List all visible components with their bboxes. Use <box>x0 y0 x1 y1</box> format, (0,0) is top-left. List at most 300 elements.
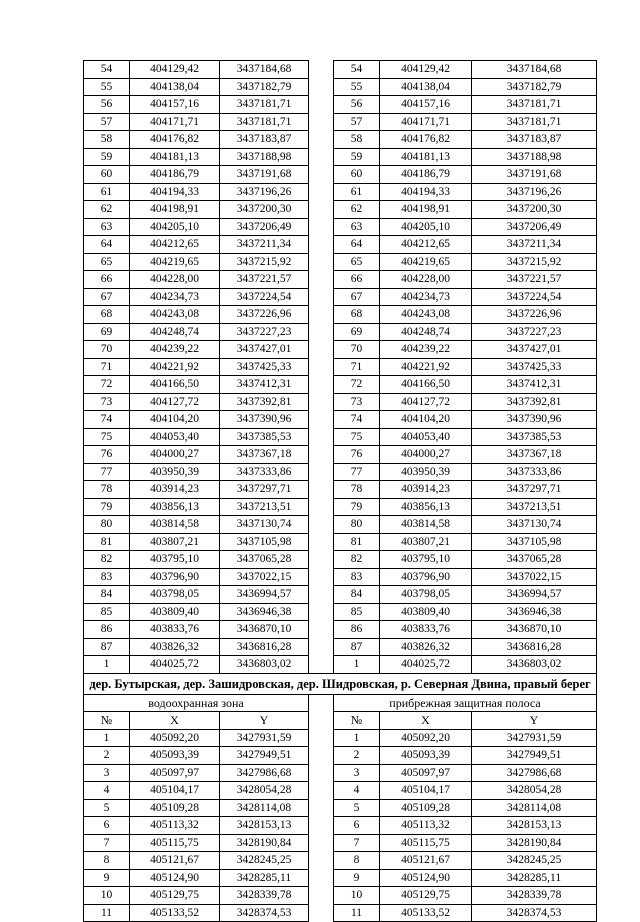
gap-cell <box>309 236 334 254</box>
coord-y-right: 3437182,79 <box>472 78 597 96</box>
coord-x-right: 404127,72 <box>380 393 472 411</box>
gap-cell <box>309 323 334 341</box>
point-number-right: 77 <box>334 463 380 481</box>
table-row <box>84 586 597 604</box>
point-number-left: 54 <box>84 61 130 79</box>
gap-cell <box>309 694 334 712</box>
coord-y-right: 3437181,71 <box>472 113 597 131</box>
coord-x-left: 405093,39 <box>130 747 220 765</box>
gap-cell <box>309 887 334 905</box>
point-number-left: 57 <box>84 113 130 131</box>
point-number-left: 86 <box>84 621 130 639</box>
coord-y-left: 3436816,28 <box>220 638 309 656</box>
coord-x-left: 404186,79 <box>130 166 220 184</box>
coord-x-right: 404176,82 <box>380 131 472 149</box>
coord-y-left: 3437221,57 <box>220 271 309 289</box>
gap-cell <box>309 78 334 96</box>
point-number-left: 66 <box>84 271 130 289</box>
point-number-left: 63 <box>84 218 130 236</box>
point-number-right: 57 <box>334 113 380 131</box>
point-number-right: 84 <box>334 586 380 604</box>
coord-y-left: 3437227,23 <box>220 323 309 341</box>
point-number-right: 1 <box>334 656 380 674</box>
coord-x-right: 404221,92 <box>380 358 472 376</box>
gap-cell <box>309 817 334 835</box>
header-number-right: № <box>334 712 380 730</box>
coord-x-right: 404000,27 <box>380 446 472 464</box>
coord-y-right: 3437390,96 <box>472 411 597 429</box>
coord-y-left: 3437105,98 <box>220 533 309 551</box>
coord-x-left: 404166,50 <box>130 376 220 394</box>
point-number-right: 2 <box>334 747 380 765</box>
coord-y-right: 3437425,33 <box>472 358 597 376</box>
gap-cell <box>309 656 334 674</box>
coord-y-right: 3437191,68 <box>472 166 597 184</box>
point-number-left: 75 <box>84 428 130 446</box>
point-number-left: 4 <box>84 782 130 800</box>
coord-x-left: 404104,20 <box>130 411 220 429</box>
coord-y-right: 3436816,28 <box>472 638 597 656</box>
point-number-left: 70 <box>84 341 130 359</box>
table-row <box>84 61 597 79</box>
coord-x-left: 404205,10 <box>130 218 220 236</box>
coord-x-right: 403856,13 <box>380 498 472 516</box>
coord-x-left: 405109,28 <box>130 799 220 817</box>
gap-cell <box>309 834 334 852</box>
coord-y-right: 3437211,34 <box>472 236 597 254</box>
point-number-left: 8 <box>84 852 130 870</box>
coord-x-left: 403814,58 <box>130 516 220 534</box>
gap-cell <box>309 218 334 236</box>
table-row <box>84 516 597 534</box>
coord-y-right: 3436946,38 <box>472 603 597 621</box>
coord-y-left: 3437130,74 <box>220 516 309 534</box>
coord-x-left: 404243,08 <box>130 306 220 324</box>
point-number-left: 73 <box>84 393 130 411</box>
coord-y-right: 3437226,96 <box>472 306 597 324</box>
coord-x-right: 405104,17 <box>380 782 472 800</box>
coord-y-right: 3437221,57 <box>472 271 597 289</box>
coord-x-right: 404166,50 <box>380 376 472 394</box>
coord-x-right: 404212,65 <box>380 236 472 254</box>
point-number-left: 85 <box>84 603 130 621</box>
gap-cell <box>309 603 334 621</box>
point-number-right: 76 <box>334 446 380 464</box>
coord-x-left: 405113,32 <box>130 817 220 835</box>
coord-x-left: 403798,05 <box>130 586 220 604</box>
coord-x-right: 404234,73 <box>380 288 472 306</box>
table-row <box>84 376 597 394</box>
coord-y-right: 3437215,92 <box>472 253 597 271</box>
table-row <box>84 288 597 306</box>
table-row <box>84 869 597 887</box>
point-number-left: 72 <box>84 376 130 394</box>
point-number-right: 1 <box>334 729 380 747</box>
coord-y-right: 3437333,86 <box>472 463 597 481</box>
coord-y-left: 3437181,71 <box>220 113 309 131</box>
coord-y-left: 3427986,68 <box>220 764 309 782</box>
coord-y-left: 3437297,71 <box>220 481 309 499</box>
coord-y-right: 3428339,78 <box>472 887 597 905</box>
table-row <box>84 201 597 219</box>
gap-cell <box>309 904 334 922</box>
table-row <box>84 96 597 114</box>
coord-x-left: 404053,40 <box>130 428 220 446</box>
point-number-right: 80 <box>334 516 380 534</box>
coord-y-right: 3437367,18 <box>472 446 597 464</box>
point-number-left: 5 <box>84 799 130 817</box>
coord-x-left: 405092,20 <box>130 729 220 747</box>
coord-y-right: 3428374,53 <box>472 904 597 922</box>
zone-water-protection: водоохранная зона <box>84 694 309 712</box>
point-number-right: 54 <box>334 61 380 79</box>
coord-x-left: 403950,39 <box>130 463 220 481</box>
coord-x-right: 404194,33 <box>380 183 472 201</box>
gap-cell <box>309 729 334 747</box>
coord-x-right: 404239,22 <box>380 341 472 359</box>
coord-y-right: 3437183,87 <box>472 131 597 149</box>
coord-x-right: 404198,91 <box>380 201 472 219</box>
coord-y-left: 3437215,92 <box>220 253 309 271</box>
coord-x-right: 403833,76 <box>380 621 472 639</box>
point-number-left: 3 <box>84 764 130 782</box>
table-row <box>84 747 597 765</box>
coord-y-left: 3437200,30 <box>220 201 309 219</box>
coord-y-left: 3436946,38 <box>220 603 309 621</box>
point-number-right: 11 <box>334 904 380 922</box>
point-number-right: 3 <box>334 764 380 782</box>
coord-x-right: 403950,39 <box>380 463 472 481</box>
coord-x-right: 405113,32 <box>380 817 472 835</box>
table-row <box>84 551 597 569</box>
point-number-left: 59 <box>84 148 130 166</box>
coord-x-left: 404219,65 <box>130 253 220 271</box>
point-number-right: 66 <box>334 271 380 289</box>
coord-x-left: 403833,76 <box>130 621 220 639</box>
point-number-left: 78 <box>84 481 130 499</box>
coord-x-left: 404127,72 <box>130 393 220 411</box>
coord-x-right: 404171,71 <box>380 113 472 131</box>
coord-y-left: 3437183,87 <box>220 131 309 149</box>
header-number-left: № <box>84 712 130 730</box>
table-row <box>84 817 597 835</box>
gap-cell <box>309 463 334 481</box>
point-number-left: 10 <box>84 887 130 905</box>
point-number-right: 55 <box>334 78 380 96</box>
point-number-left: 80 <box>84 516 130 534</box>
point-number-left: 60 <box>84 166 130 184</box>
coord-x-right: 405133,52 <box>380 904 472 922</box>
coord-y-right: 3437385,53 <box>472 428 597 446</box>
gap-cell <box>309 621 334 639</box>
zone-coastal-strip: прибрежная защитная полоса <box>334 694 597 712</box>
point-number-left: 67 <box>84 288 130 306</box>
coord-y-left: 3437385,53 <box>220 428 309 446</box>
gap-cell <box>309 533 334 551</box>
table-row <box>84 358 597 376</box>
coord-x-left: 404248,74 <box>130 323 220 341</box>
gap-cell <box>309 747 334 765</box>
coord-y-left: 3437367,18 <box>220 446 309 464</box>
coord-x-right: 405121,67 <box>380 852 472 870</box>
gap-cell <box>309 498 334 516</box>
coord-x-right: 404248,74 <box>380 323 472 341</box>
point-number-right: 58 <box>334 131 380 149</box>
point-number-left: 65 <box>84 253 130 271</box>
point-number-right: 71 <box>334 358 380 376</box>
point-number-right: 64 <box>334 236 380 254</box>
point-number-left: 77 <box>84 463 130 481</box>
coord-y-left: 3428245,25 <box>220 852 309 870</box>
table-row <box>84 253 597 271</box>
coord-y-right: 3437065,28 <box>472 551 597 569</box>
coord-x-right: 403798,05 <box>380 586 472 604</box>
coord-x-left: 405129,75 <box>130 887 220 905</box>
coord-y-right: 3437181,71 <box>472 96 597 114</box>
coord-x-right: 404205,10 <box>380 218 472 236</box>
header-y-left: Y <box>220 712 309 730</box>
table-row <box>84 218 597 236</box>
point-number-left: 64 <box>84 236 130 254</box>
point-number-left: 1 <box>84 729 130 747</box>
coord-y-left: 3427949,51 <box>220 747 309 765</box>
point-number-right: 59 <box>334 148 380 166</box>
gap-cell <box>309 113 334 131</box>
coord-y-left: 3436994,57 <box>220 586 309 604</box>
coord-y-left: 3437065,28 <box>220 551 309 569</box>
coord-y-left: 3437191,68 <box>220 166 309 184</box>
coord-x-left: 405121,67 <box>130 852 220 870</box>
coord-y-left: 3437182,79 <box>220 78 309 96</box>
table-row <box>84 533 597 551</box>
point-number-left: 11 <box>84 904 130 922</box>
coord-y-left: 3428114,08 <box>220 799 309 817</box>
point-number-right: 82 <box>334 551 380 569</box>
point-number-left: 83 <box>84 568 130 586</box>
coord-y-left: 3437211,34 <box>220 236 309 254</box>
coord-x-right: 403814,58 <box>380 516 472 534</box>
coord-x-right: 403807,21 <box>380 533 472 551</box>
gap-cell <box>309 358 334 376</box>
header-x-left: X <box>130 712 220 730</box>
coord-y-right: 3437227,23 <box>472 323 597 341</box>
coord-x-left: 404198,91 <box>130 201 220 219</box>
gap-cell <box>309 428 334 446</box>
coord-x-left: 404138,04 <box>130 78 220 96</box>
coord-y-right: 3436870,10 <box>472 621 597 639</box>
coord-x-left: 403807,21 <box>130 533 220 551</box>
coord-x-right: 405124,90 <box>380 869 472 887</box>
point-number-right: 85 <box>334 603 380 621</box>
coord-x-right: 404129,42 <box>380 61 472 79</box>
coord-y-left: 3437390,96 <box>220 411 309 429</box>
coord-x-left: 405124,90 <box>130 869 220 887</box>
point-number-right: 73 <box>334 393 380 411</box>
coord-x-left: 404181,13 <box>130 148 220 166</box>
coord-x-right: 404157,16 <box>380 96 472 114</box>
gap-cell <box>309 852 334 870</box>
coord-x-right: 403826,32 <box>380 638 472 656</box>
table-row <box>84 271 597 289</box>
point-number-right: 9 <box>334 869 380 887</box>
gap-cell <box>309 148 334 166</box>
coord-y-right: 3437188,98 <box>472 148 597 166</box>
point-number-right: 81 <box>334 533 380 551</box>
coord-y-left: 3427931,59 <box>220 729 309 747</box>
table-row <box>84 764 597 782</box>
point-number-left: 1 <box>84 656 130 674</box>
point-number-left: 76 <box>84 446 130 464</box>
header-y-right: Y <box>472 712 597 730</box>
coord-x-left: 404025,72 <box>130 656 220 674</box>
point-number-right: 65 <box>334 253 380 271</box>
table-row <box>84 498 597 516</box>
coord-y-right: 3437392,81 <box>472 393 597 411</box>
point-number-right: 70 <box>334 341 380 359</box>
coord-y-right: 3437130,74 <box>472 516 597 534</box>
coord-x-right: 405097,97 <box>380 764 472 782</box>
coord-y-right: 3436803,02 <box>472 656 597 674</box>
table-row <box>84 603 597 621</box>
coord-y-right: 3427931,59 <box>472 729 597 747</box>
coord-y-left: 3428153,13 <box>220 817 309 835</box>
coord-x-right: 404053,40 <box>380 428 472 446</box>
coord-y-right: 3436994,57 <box>472 586 597 604</box>
coord-x-right: 405115,75 <box>380 834 472 852</box>
coord-x-left: 403809,40 <box>130 603 220 621</box>
coord-x-left: 405133,52 <box>130 904 220 922</box>
gap-cell <box>309 271 334 289</box>
coord-x-right: 404186,79 <box>380 166 472 184</box>
coord-x-left: 404176,82 <box>130 131 220 149</box>
coord-x-right: 404228,00 <box>380 271 472 289</box>
coord-y-left: 3437427,01 <box>220 341 309 359</box>
zone-row <box>84 694 597 712</box>
coord-x-right: 405093,39 <box>380 747 472 765</box>
table-row <box>84 887 597 905</box>
coord-x-right: 403914,23 <box>380 481 472 499</box>
coord-x-left: 404194,33 <box>130 183 220 201</box>
coord-x-left: 404157,16 <box>130 96 220 114</box>
coord-x-right: 404025,72 <box>380 656 472 674</box>
point-number-left: 58 <box>84 131 130 149</box>
coord-y-left: 3428339,78 <box>220 887 309 905</box>
coord-y-right: 3428054,28 <box>472 782 597 800</box>
coord-y-left: 3437206,49 <box>220 218 309 236</box>
point-number-right: 68 <box>334 306 380 324</box>
point-number-right: 61 <box>334 183 380 201</box>
coord-y-left: 3436870,10 <box>220 621 309 639</box>
point-number-left: 71 <box>84 358 130 376</box>
gap-cell <box>309 253 334 271</box>
gap-cell <box>309 288 334 306</box>
bottom-section-body <box>84 729 597 922</box>
table-row <box>84 656 597 674</box>
coord-y-left: 3428190,84 <box>220 834 309 852</box>
gap-cell <box>309 341 334 359</box>
gap-cell <box>309 638 334 656</box>
table-row <box>84 393 597 411</box>
table-row <box>84 852 597 870</box>
point-number-left: 61 <box>84 183 130 201</box>
coord-x-left: 404000,27 <box>130 446 220 464</box>
coord-y-left: 3437196,26 <box>220 183 309 201</box>
gap-cell <box>309 131 334 149</box>
point-number-right: 69 <box>334 323 380 341</box>
point-number-right: 75 <box>334 428 380 446</box>
table-row <box>84 904 597 922</box>
coord-y-right: 3437297,71 <box>472 481 597 499</box>
coord-x-right: 403795,10 <box>380 551 472 569</box>
gap-cell <box>309 446 334 464</box>
table-row <box>84 782 597 800</box>
coord-y-right: 3437224,54 <box>472 288 597 306</box>
coord-x-left: 404212,65 <box>130 236 220 254</box>
table-row <box>84 621 597 639</box>
point-number-left: 6 <box>84 817 130 835</box>
gap-cell <box>309 516 334 534</box>
coord-y-right: 3428190,84 <box>472 834 597 852</box>
point-number-right: 74 <box>334 411 380 429</box>
gap-cell <box>309 799 334 817</box>
coord-y-right: 3428114,08 <box>472 799 597 817</box>
point-number-right: 6 <box>334 817 380 835</box>
table-row <box>84 341 597 359</box>
gap-cell <box>309 782 334 800</box>
coord-y-right: 3437427,01 <box>472 341 597 359</box>
gap-cell <box>309 869 334 887</box>
coord-x-left: 403856,13 <box>130 498 220 516</box>
coord-x-left: 404239,22 <box>130 341 220 359</box>
coord-y-right: 3437184,68 <box>472 61 597 79</box>
top-section-body <box>84 61 597 674</box>
table-row <box>84 428 597 446</box>
table-row <box>84 166 597 184</box>
coord-y-left: 3436803,02 <box>220 656 309 674</box>
table-row <box>84 113 597 131</box>
column-header-row <box>84 712 597 730</box>
coord-y-right: 3428285,11 <box>472 869 597 887</box>
gap-cell <box>309 61 334 79</box>
table-row <box>84 568 597 586</box>
point-number-right: 8 <box>334 852 380 870</box>
table-row <box>84 78 597 96</box>
coord-y-right: 3437196,26 <box>472 183 597 201</box>
coord-x-left: 403914,23 <box>130 481 220 499</box>
gap-cell <box>309 551 334 569</box>
coord-y-left: 3428054,28 <box>220 782 309 800</box>
coordinates-table <box>83 60 597 922</box>
coord-y-left: 3437392,81 <box>220 393 309 411</box>
coord-y-left: 3437226,96 <box>220 306 309 324</box>
gap-cell <box>309 376 334 394</box>
coord-y-right: 3437105,98 <box>472 533 597 551</box>
coord-x-right: 405109,28 <box>380 799 472 817</box>
table-row <box>84 306 597 324</box>
point-number-right: 87 <box>334 638 380 656</box>
point-number-right: 5 <box>334 799 380 817</box>
section-title-row <box>84 673 597 694</box>
coord-y-right: 3437022,15 <box>472 568 597 586</box>
coord-y-right: 3437412,31 <box>472 376 597 394</box>
coord-y-right: 3427949,51 <box>472 747 597 765</box>
gap-cell <box>309 568 334 586</box>
table-row <box>84 799 597 817</box>
point-number-left: 79 <box>84 498 130 516</box>
coord-x-right: 405129,75 <box>380 887 472 905</box>
table-row <box>84 729 597 747</box>
coord-y-left: 3437184,68 <box>220 61 309 79</box>
